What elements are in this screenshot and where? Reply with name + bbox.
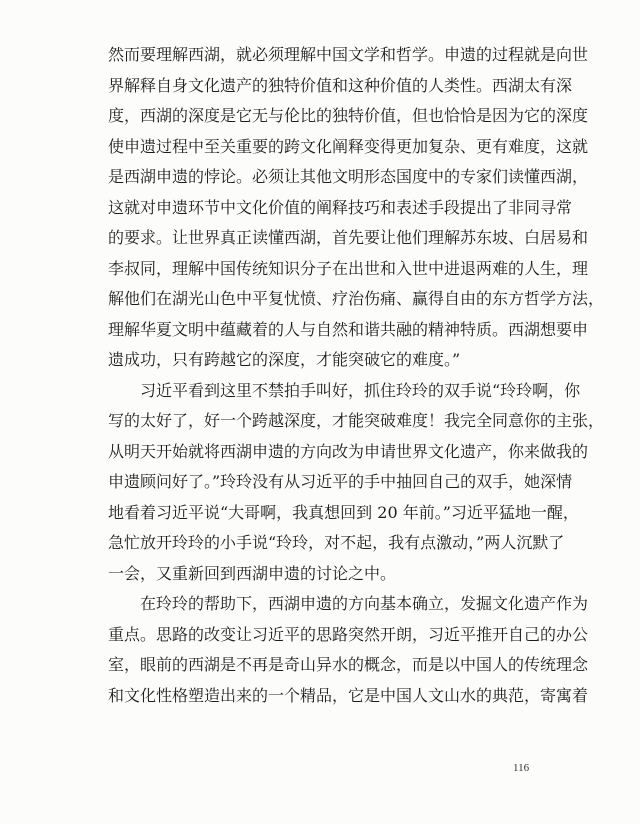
- text-line: 使申遗过程中至关重要的跨文化阐释变得更加复杂、更有难度，这就: [108, 136, 589, 156]
- text-line: 遗成功，只有跨越它的深度，才能突破它的难度。”: [108, 350, 461, 369]
- text-line: 这就对申遗环节中文化价值的阐释技巧和表述手段提出了非同寻常: [108, 197, 573, 217]
- text-line: 一会，又重新回到西湖申遗的讨论之中。: [108, 563, 397, 583]
- text-line: 度，西湖的深度是它无与伦比的独特价值，但也恰恰是因为它的深度: [108, 106, 589, 125]
- text-line: 然而要理解西湖，就必须理解中国文学和哲学。申遗的过程就是向世: [108, 45, 589, 64]
- text-line: 习近平看到这里不禁拍手叫好，抓住玲玲的双手说“玲玲啊，你: [140, 380, 581, 400]
- text-line: 是西湖申遗的悖论。必须让其他文明形态国度中的专家们读懂西湖，: [108, 167, 589, 186]
- text-line: 的要求。让世界真正读懂西湖，首先要让他们理解苏东坡、白居易和: [108, 228, 589, 247]
- text-line: 界解释自身文化遗产的独特价值和这种价值的人类性。西湖太有深: [108, 75, 573, 95]
- text-line: 解他们在湖光山色中平复忧愤、疗治伤痛、赢得自由的东方哲学方法，: [108, 289, 605, 308]
- text-line: 李叔同，理解中国传统知识分子在出世和入世中进退两难的人生，理: [108, 258, 589, 278]
- text-line: 从明天开始就将西湖申遗的方向改为申请世界文化遗产，你来做我的: [108, 441, 589, 461]
- text-line: 理解华夏文明中蕴藏着的人与自然和谐共融的精神特质。西湖想要申: [108, 319, 589, 339]
- text-line: 地看着习近平说“大哥啊，我真想回到 20 年前。”习近平猛地一醒，: [108, 502, 579, 522]
- text-line: 急忙放开玲玲的小手说“玲玲，对不起，我有点激动，”两人沉默了: [108, 533, 565, 552]
- page-number: 116: [513, 762, 530, 774]
- text-line: 申遗顾问好了。”玲玲没有从习近平的手中抽回自己的双手，她深情: [108, 472, 573, 491]
- text-line: 写的太好了，好一个跨越深度，才能突破难度！我完全同意你的主张，: [108, 411, 605, 430]
- text-line: 室，眼前的西湖是不再是奇山异水的概念，而是以中国人的传统理念: [108, 655, 589, 674]
- text-line: 和文化性格塑造出来的一个精品，它是中国人文山水的典范，寄寓着: [108, 685, 589, 705]
- text-line: 在玲玲的帮助下，西湖申遗的方向基本确立，发掘文化遗产作为: [140, 594, 589, 613]
- text-line: 重点。思路的改变让习近平的思路突然开朗，习近平推开自己的办公: [108, 624, 589, 644]
